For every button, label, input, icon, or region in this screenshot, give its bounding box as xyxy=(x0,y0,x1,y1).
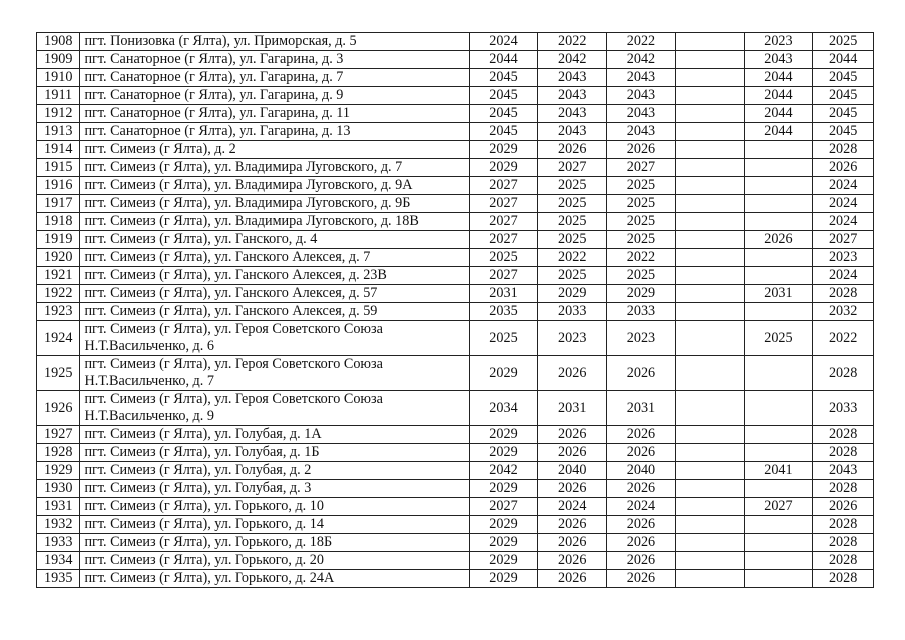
address-cell: пгт. Симеиз (г Ялта), ул. Горького, д. 24А xyxy=(80,570,469,588)
year-cell-5 xyxy=(744,552,813,570)
year-cell-4 xyxy=(675,33,744,51)
row-number: 1921 xyxy=(37,267,80,285)
year-cell-3: 2043 xyxy=(607,87,676,105)
year-cell-3: 2025 xyxy=(607,177,676,195)
address-cell: пгт. Санаторное (г Ялта), ул. Гагарина, д. 11 xyxy=(80,105,469,123)
address-cell: пгт. Симеиз (г Ялта), ул. Голубая, д. 3 xyxy=(80,480,469,498)
year-cell-6: 2024 xyxy=(813,267,874,285)
year-cell-1: 2025 xyxy=(469,249,538,267)
address-cell: пгт. Санаторное (г Ялта), ул. Гагарина, д. 3 xyxy=(80,51,469,69)
year-cell-3: 2026 xyxy=(607,570,676,588)
year-cell-1: 2034 xyxy=(469,391,538,426)
year-cell-4 xyxy=(675,69,744,87)
year-cell-2: 2026 xyxy=(538,426,607,444)
year-cell-1: 2029 xyxy=(469,480,538,498)
year-cell-6: 2024 xyxy=(813,213,874,231)
year-cell-5: 2044 xyxy=(744,105,813,123)
row-number: 1927 xyxy=(37,426,80,444)
year-cell-6: 2028 xyxy=(813,141,874,159)
year-cell-3: 2029 xyxy=(607,285,676,303)
year-cell-6: 2024 xyxy=(813,177,874,195)
year-cell-1: 2024 xyxy=(469,33,538,51)
address-cell: пгт. Симеиз (г Ялта), ул. Владимира Луговского, д. 9А xyxy=(80,177,469,195)
year-cell-4 xyxy=(675,177,744,195)
address-cell: пгт. Симеиз (г Ялта), ул. Голубая, д. 2 xyxy=(80,462,469,480)
table-row xyxy=(37,105,874,123)
year-cell-5 xyxy=(744,303,813,321)
year-cell-5 xyxy=(744,444,813,462)
address-cell: пгт. Симеиз (г Ялта), ул. Ганского Алексея, д. 23В xyxy=(80,267,469,285)
table-row xyxy=(37,123,874,141)
year-cell-3: 2026 xyxy=(607,516,676,534)
row-number: 1934 xyxy=(37,552,80,570)
year-cell-3: 2026 xyxy=(607,426,676,444)
year-cell-3: 2026 xyxy=(607,534,676,552)
year-cell-2: 2026 xyxy=(538,480,607,498)
table-row xyxy=(37,552,874,570)
year-cell-4 xyxy=(675,552,744,570)
year-cell-2: 2033 xyxy=(538,303,607,321)
year-cell-5 xyxy=(744,177,813,195)
row-number: 1920 xyxy=(37,249,80,267)
table-row xyxy=(37,321,874,356)
year-cell-4 xyxy=(675,87,744,105)
row-number: 1914 xyxy=(37,141,80,159)
year-cell-3: 2043 xyxy=(607,105,676,123)
table-row xyxy=(37,480,874,498)
year-cell-5: 2023 xyxy=(744,33,813,51)
table-row xyxy=(37,33,874,51)
year-cell-1: 2027 xyxy=(469,177,538,195)
year-cell-4 xyxy=(675,426,744,444)
year-cell-1: 2027 xyxy=(469,498,538,516)
year-cell-2: 2042 xyxy=(538,51,607,69)
year-cell-5 xyxy=(744,356,813,391)
year-cell-4 xyxy=(675,462,744,480)
year-cell-5: 2044 xyxy=(744,87,813,105)
year-cell-6: 2024 xyxy=(813,195,874,213)
year-cell-5 xyxy=(744,213,813,231)
row-number: 1917 xyxy=(37,195,80,213)
year-cell-1: 2025 xyxy=(469,321,538,356)
year-cell-2: 2043 xyxy=(538,69,607,87)
year-cell-4 xyxy=(675,391,744,426)
year-cell-4 xyxy=(675,51,744,69)
year-cell-6: 2028 xyxy=(813,480,874,498)
year-cell-6: 2028 xyxy=(813,552,874,570)
table-body xyxy=(37,33,874,588)
address-cell: пгт. Симеиз (г Ялта), ул. Ганского, д. 4 xyxy=(80,231,469,249)
year-cell-1: 2029 xyxy=(469,516,538,534)
year-cell-3: 2025 xyxy=(607,231,676,249)
row-number: 1908 xyxy=(37,33,80,51)
address-cell: пгт. Симеиз (г Ялта), ул. Горького, д. 18Б xyxy=(80,534,469,552)
year-cell-3: 2022 xyxy=(607,249,676,267)
row-number: 1930 xyxy=(37,480,80,498)
year-cell-3: 2043 xyxy=(607,123,676,141)
address-cell: пгт. Санаторное (г Ялта), ул. Гагарина, д. 13 xyxy=(80,123,469,141)
year-cell-4 xyxy=(675,105,744,123)
year-cell-1: 2029 xyxy=(469,570,538,588)
address-line-2: Н.Т.Васильченко, д. 9 xyxy=(84,408,214,424)
year-cell-6: 2044 xyxy=(813,51,874,69)
year-cell-6: 2028 xyxy=(813,285,874,303)
year-cell-6: 2022 xyxy=(813,321,874,356)
table-row xyxy=(37,69,874,87)
year-cell-4 xyxy=(675,570,744,588)
year-cell-5 xyxy=(744,426,813,444)
year-cell-2: 2025 xyxy=(538,231,607,249)
table-row xyxy=(37,231,874,249)
address-cell: пгт. Симеиз (г Ялта), ул. Владимира Луговского, д. 9Б xyxy=(80,195,469,213)
year-cell-4 xyxy=(675,356,744,391)
address-cell: пгт. Санаторное (г Ялта), ул. Гагарина, д. 7 xyxy=(80,69,469,87)
table-row xyxy=(37,159,874,177)
address-cell xyxy=(80,356,469,391)
year-cell-4 xyxy=(675,267,744,285)
row-number: 1918 xyxy=(37,213,80,231)
year-cell-6: 2023 xyxy=(813,249,874,267)
year-cell-6: 2045 xyxy=(813,123,874,141)
address-cell: пгт. Симеиз (г Ялта), ул. Голубая, д. 1Б xyxy=(80,444,469,462)
year-cell-2: 2026 xyxy=(538,141,607,159)
year-cell-4 xyxy=(675,159,744,177)
year-cell-5: 2044 xyxy=(744,69,813,87)
year-cell-2: 2026 xyxy=(538,534,607,552)
year-cell-6: 2027 xyxy=(813,231,874,249)
year-cell-2: 2043 xyxy=(538,87,607,105)
year-cell-5 xyxy=(744,249,813,267)
year-cell-4 xyxy=(675,534,744,552)
year-cell-3: 2027 xyxy=(607,159,676,177)
row-number: 1935 xyxy=(37,570,80,588)
row-number: 1913 xyxy=(37,123,80,141)
year-cell-4 xyxy=(675,321,744,356)
year-cell-4 xyxy=(675,303,744,321)
year-cell-2: 2024 xyxy=(538,498,607,516)
table-row xyxy=(37,516,874,534)
year-cell-2: 2040 xyxy=(538,462,607,480)
row-number: 1909 xyxy=(37,51,80,69)
year-cell-3: 2031 xyxy=(607,391,676,426)
year-cell-5: 2044 xyxy=(744,123,813,141)
table-row xyxy=(37,195,874,213)
year-cell-5: 2027 xyxy=(744,498,813,516)
year-cell-2: 2022 xyxy=(538,249,607,267)
year-cell-1: 2027 xyxy=(469,267,538,285)
year-cell-6: 2043 xyxy=(813,462,874,480)
year-cell-1: 2045 xyxy=(469,123,538,141)
year-cell-1: 2045 xyxy=(469,69,538,87)
table-row xyxy=(37,51,874,69)
year-cell-3: 2043 xyxy=(607,69,676,87)
address-line-2: Н.Т.Васильченко, д. 7 xyxy=(84,373,214,389)
row-number: 1922 xyxy=(37,285,80,303)
address-line-1: пгт. Симеиз (г Ялта), ул. Героя Советского Союза xyxy=(84,356,383,372)
year-cell-5 xyxy=(744,516,813,534)
address-cell: пгт. Симеиз (г Ялта), ул. Владимира Луговского, д. 7 xyxy=(80,159,469,177)
year-cell-6: 2028 xyxy=(813,570,874,588)
row-number: 1923 xyxy=(37,303,80,321)
year-cell-6: 2028 xyxy=(813,444,874,462)
year-cell-2: 2025 xyxy=(538,213,607,231)
row-number: 1912 xyxy=(37,105,80,123)
year-cell-2: 2043 xyxy=(538,123,607,141)
row-number: 1919 xyxy=(37,231,80,249)
address-cell: пгт. Санаторное (г Ялта), ул. Гагарина, д. 9 xyxy=(80,87,469,105)
year-cell-2: 2023 xyxy=(538,321,607,356)
address-line-1: пгт. Симеиз (г Ялта), ул. Героя Советского Союза xyxy=(84,391,383,407)
year-cell-3: 2024 xyxy=(607,498,676,516)
year-cell-2: 2025 xyxy=(538,267,607,285)
year-cell-6: 2028 xyxy=(813,426,874,444)
address-cell: пгт. Симеиз (г Ялта), д. 2 xyxy=(80,141,469,159)
table-row xyxy=(37,356,874,391)
year-cell-2: 2022 xyxy=(538,33,607,51)
year-cell-1: 2029 xyxy=(469,552,538,570)
table-row xyxy=(37,267,874,285)
address-cell: пгт. Понизовка (г Ялта), ул. Приморская, д. 5 xyxy=(80,33,469,51)
address-cell xyxy=(80,321,469,356)
year-cell-4 xyxy=(675,516,744,534)
table-row xyxy=(37,249,874,267)
table-row xyxy=(37,177,874,195)
address-cell: пгт. Симеиз (г Ялта), ул. Владимира Луговского, д. 18В xyxy=(80,213,469,231)
address-line-1: пгт. Симеиз (г Ялта), ул. Героя Советского Союза xyxy=(84,321,383,337)
housing-register-table xyxy=(36,32,874,588)
table-row xyxy=(37,391,874,426)
address-cell: пгт. Симеиз (г Ялта), ул. Горького, д. 20 xyxy=(80,552,469,570)
table-row xyxy=(37,534,874,552)
year-cell-6: 2026 xyxy=(813,498,874,516)
table-row xyxy=(37,462,874,480)
year-cell-1: 2029 xyxy=(469,426,538,444)
year-cell-2: 2025 xyxy=(538,195,607,213)
year-cell-1: 2029 xyxy=(469,444,538,462)
year-cell-6: 2026 xyxy=(813,159,874,177)
table-row xyxy=(37,87,874,105)
year-cell-4 xyxy=(675,444,744,462)
row-number: 1929 xyxy=(37,462,80,480)
table-row xyxy=(37,285,874,303)
table-row xyxy=(37,303,874,321)
address-cell: пгт. Симеиз (г Ялта), ул. Горького, д. 14 xyxy=(80,516,469,534)
year-cell-3: 2042 xyxy=(607,51,676,69)
row-number: 1915 xyxy=(37,159,80,177)
year-cell-5 xyxy=(744,141,813,159)
row-number: 1924 xyxy=(37,321,80,356)
year-cell-1: 2027 xyxy=(469,213,538,231)
row-number: 1911 xyxy=(37,87,80,105)
year-cell-5: 2041 xyxy=(744,462,813,480)
year-cell-6: 2045 xyxy=(813,69,874,87)
year-cell-5 xyxy=(744,159,813,177)
year-cell-3: 2026 xyxy=(607,356,676,391)
year-cell-6: 2028 xyxy=(813,534,874,552)
year-cell-2: 2026 xyxy=(538,444,607,462)
address-cell: пгт. Симеиз (г Ялта), ул. Горького, д. 10 xyxy=(80,498,469,516)
year-cell-2: 2026 xyxy=(538,516,607,534)
table-row xyxy=(37,426,874,444)
year-cell-4 xyxy=(675,231,744,249)
row-number: 1916 xyxy=(37,177,80,195)
year-cell-2: 2025 xyxy=(538,177,607,195)
year-cell-6: 2028 xyxy=(813,356,874,391)
year-cell-2: 2029 xyxy=(538,285,607,303)
year-cell-1: 2027 xyxy=(469,231,538,249)
year-cell-5 xyxy=(744,534,813,552)
year-cell-1: 2044 xyxy=(469,51,538,69)
year-cell-4 xyxy=(675,480,744,498)
year-cell-2: 2027 xyxy=(538,159,607,177)
table-row xyxy=(37,498,874,516)
year-cell-5 xyxy=(744,195,813,213)
table-row xyxy=(37,213,874,231)
address-cell: пгт. Симеиз (г Ялта), ул. Ганского Алексея, д. 57 xyxy=(80,285,469,303)
row-number: 1910 xyxy=(37,69,80,87)
year-cell-1: 2045 xyxy=(469,105,538,123)
year-cell-5 xyxy=(744,480,813,498)
year-cell-1: 2029 xyxy=(469,356,538,391)
year-cell-5: 2043 xyxy=(744,51,813,69)
year-cell-3: 2023 xyxy=(607,321,676,356)
table-row xyxy=(37,570,874,588)
year-cell-2: 2026 xyxy=(538,570,607,588)
year-cell-4 xyxy=(675,498,744,516)
year-cell-5 xyxy=(744,391,813,426)
year-cell-4 xyxy=(675,195,744,213)
year-cell-2: 2043 xyxy=(538,105,607,123)
row-number: 1926 xyxy=(37,391,80,426)
year-cell-1: 2035 xyxy=(469,303,538,321)
year-cell-2: 2026 xyxy=(538,356,607,391)
row-number: 1928 xyxy=(37,444,80,462)
year-cell-5 xyxy=(744,267,813,285)
year-cell-4 xyxy=(675,123,744,141)
year-cell-6: 2025 xyxy=(813,33,874,51)
address-cell: пгт. Симеиз (г Ялта), ул. Ганского Алексея, д. 7 xyxy=(80,249,469,267)
year-cell-1: 2029 xyxy=(469,534,538,552)
year-cell-3: 2026 xyxy=(607,141,676,159)
year-cell-1: 2045 xyxy=(469,87,538,105)
year-cell-6: 2045 xyxy=(813,105,874,123)
row-number: 1932 xyxy=(37,516,80,534)
row-number: 1925 xyxy=(37,356,80,391)
year-cell-2: 2026 xyxy=(538,552,607,570)
year-cell-5: 2031 xyxy=(744,285,813,303)
year-cell-3: 2026 xyxy=(607,552,676,570)
year-cell-1: 2027 xyxy=(469,195,538,213)
table-row xyxy=(37,444,874,462)
year-cell-1: 2031 xyxy=(469,285,538,303)
year-cell-4 xyxy=(675,249,744,267)
year-cell-3: 2026 xyxy=(607,480,676,498)
address-cell: пгт. Симеиз (г Ялта), ул. Голубая, д. 1А xyxy=(80,426,469,444)
year-cell-6: 2045 xyxy=(813,87,874,105)
year-cell-1: 2029 xyxy=(469,159,538,177)
address-cell xyxy=(80,391,469,426)
document-page xyxy=(36,32,874,588)
year-cell-3: 2040 xyxy=(607,462,676,480)
year-cell-3: 2025 xyxy=(607,213,676,231)
row-number: 1933 xyxy=(37,534,80,552)
year-cell-3: 2022 xyxy=(607,33,676,51)
year-cell-1: 2042 xyxy=(469,462,538,480)
year-cell-5: 2025 xyxy=(744,321,813,356)
year-cell-3: 2025 xyxy=(607,195,676,213)
year-cell-6: 2032 xyxy=(813,303,874,321)
year-cell-2: 2031 xyxy=(538,391,607,426)
year-cell-6: 2033 xyxy=(813,391,874,426)
year-cell-4 xyxy=(675,213,744,231)
year-cell-6: 2028 xyxy=(813,516,874,534)
table-row xyxy=(37,141,874,159)
year-cell-1: 2029 xyxy=(469,141,538,159)
year-cell-4 xyxy=(675,141,744,159)
year-cell-3: 2033 xyxy=(607,303,676,321)
year-cell-5 xyxy=(744,570,813,588)
year-cell-4 xyxy=(675,285,744,303)
year-cell-3: 2026 xyxy=(607,444,676,462)
row-number: 1931 xyxy=(37,498,80,516)
address-cell: пгт. Симеиз (г Ялта), ул. Ганского Алексея, д. 59 xyxy=(80,303,469,321)
year-cell-3: 2025 xyxy=(607,267,676,285)
year-cell-5: 2026 xyxy=(744,231,813,249)
address-line-2: Н.Т.Васильченко, д. 6 xyxy=(84,338,214,354)
